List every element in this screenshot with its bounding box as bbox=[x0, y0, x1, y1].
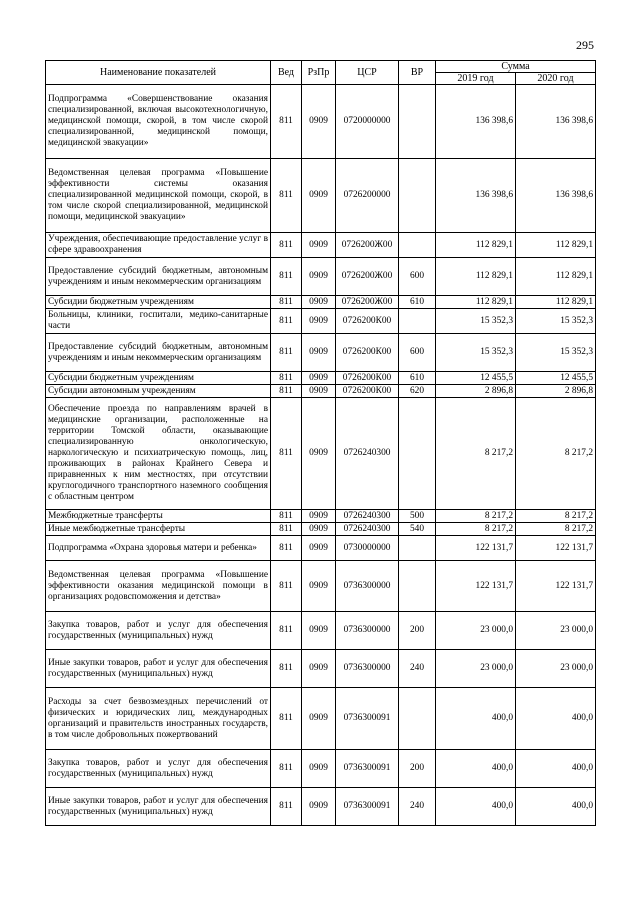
cell-vr: 240 bbox=[399, 650, 436, 688]
cell-csr: 0726200К00 bbox=[336, 309, 399, 334]
cell-vr: 200 bbox=[399, 612, 436, 650]
cell-csr: 0726200Ж00 bbox=[336, 296, 399, 309]
cell-rzpr: 0909 bbox=[302, 788, 336, 826]
cell-vr: 600 bbox=[399, 258, 436, 296]
cell-ved: 811 bbox=[271, 296, 302, 309]
header-2020: 2020 год bbox=[516, 73, 596, 85]
cell-csr: 0736300000 bbox=[336, 650, 399, 688]
cell-rzpr: 0909 bbox=[302, 296, 336, 309]
cell-rzpr: 0909 bbox=[302, 536, 336, 561]
table-row bbox=[46, 258, 596, 296]
cell-2019: 112 829,1 bbox=[436, 296, 516, 309]
cell-2019: 23 000,0 bbox=[436, 650, 516, 688]
budget-table bbox=[45, 60, 596, 826]
cell-name: Субсидии бюджетным учреждениям bbox=[46, 372, 271, 385]
cell-name: Подпрограмма «Охрана здоровья матери и ребенка» bbox=[46, 536, 271, 561]
table-body bbox=[46, 85, 596, 826]
cell-2020: 8 217,2 bbox=[516, 523, 596, 536]
cell-vr: 200 bbox=[399, 750, 436, 788]
cell-2020: 12 455,5 bbox=[516, 372, 596, 385]
table-row bbox=[46, 334, 596, 372]
cell-2019: 23 000,0 bbox=[436, 612, 516, 650]
cell-csr: 0726240300 bbox=[336, 523, 399, 536]
table-row bbox=[46, 372, 596, 385]
cell-ved: 811 bbox=[271, 510, 302, 523]
cell-vr bbox=[399, 159, 436, 233]
cell-rzpr: 0909 bbox=[302, 159, 336, 233]
cell-2020: 23 000,0 bbox=[516, 612, 596, 650]
cell-csr: 0720000000 bbox=[336, 85, 399, 159]
cell-2019: 8 217,2 bbox=[436, 523, 516, 536]
cell-vr: 540 bbox=[399, 523, 436, 536]
cell-vr bbox=[399, 561, 436, 612]
cell-2020: 15 352,3 bbox=[516, 309, 596, 334]
cell-2019: 8 217,2 bbox=[436, 398, 516, 510]
cell-name: Расходы за счет безвозмездных перечислений от физических и юридических лиц, международных организаций и правительств иностранных государств, в том числе добровольных пожертвований bbox=[46, 688, 271, 750]
cell-name: Ведомственная целевая программа «Повышение эффективности оказания медицинской помощи в организациях родовспоможения и детства» bbox=[46, 561, 271, 612]
cell-name: Закупка товаров, работ и услуг для обеспечения государственных (муниципальных) нужд bbox=[46, 750, 271, 788]
cell-ved: 811 bbox=[271, 372, 302, 385]
cell-2019: 15 352,3 bbox=[436, 309, 516, 334]
cell-2019: 12 455,5 bbox=[436, 372, 516, 385]
cell-name: Субсидии бюджетным учреждениям bbox=[46, 296, 271, 309]
cell-csr: 0726200К00 bbox=[336, 334, 399, 372]
header-sum: Сумма bbox=[436, 61, 596, 73]
cell-vr: 600 bbox=[399, 334, 436, 372]
cell-rzpr: 0909 bbox=[302, 309, 336, 334]
cell-2019: 122 131,7 bbox=[436, 536, 516, 561]
cell-ved: 811 bbox=[271, 523, 302, 536]
page-number: 295 bbox=[576, 38, 594, 52]
cell-name: Субсидии автономным учреждениям bbox=[46, 385, 271, 398]
table-row bbox=[46, 309, 596, 334]
cell-name: Учреждения, обеспечивающие предоставление услуг в сфере здравоохранения bbox=[46, 233, 271, 258]
cell-name: Обеспечение проезда по направлениям врачей в медицинские организации, расположенные на территории Томской области, оказывающие специализированную онкологическую, наркологическую и психиатрическую помощь, лиц, проживающих в районах Крайнего Севера и приравненных к ним местностях, при отсутствии круглогодичного транспортного наземного сообщения с областным центром bbox=[46, 398, 271, 510]
header-vr: ВР bbox=[399, 61, 436, 85]
cell-ved: 811 bbox=[271, 85, 302, 159]
cell-vr bbox=[399, 688, 436, 750]
header-rzpr: РзПр bbox=[302, 61, 336, 85]
cell-rzpr: 0909 bbox=[302, 258, 336, 296]
cell-csr: 0736300000 bbox=[336, 612, 399, 650]
cell-rzpr: 0909 bbox=[302, 650, 336, 688]
table-row bbox=[46, 296, 596, 309]
cell-vr: 240 bbox=[399, 788, 436, 826]
cell-csr: 0726200К00 bbox=[336, 372, 399, 385]
cell-csr: 0726240300 bbox=[336, 398, 399, 510]
cell-ved: 811 bbox=[271, 385, 302, 398]
cell-2020: 400,0 bbox=[516, 688, 596, 750]
cell-vr bbox=[399, 309, 436, 334]
cell-2020: 112 829,1 bbox=[516, 258, 596, 296]
cell-csr: 0726200000 bbox=[336, 159, 399, 233]
table-row bbox=[46, 233, 596, 258]
cell-ved: 811 bbox=[271, 159, 302, 233]
cell-csr: 0736300091 bbox=[336, 688, 399, 750]
cell-csr: 0736300000 bbox=[336, 561, 399, 612]
cell-csr: 0726200Ж00 bbox=[336, 258, 399, 296]
cell-2019: 400,0 bbox=[436, 688, 516, 750]
cell-csr: 0726200Ж00 bbox=[336, 233, 399, 258]
table-header bbox=[46, 61, 596, 85]
header-ved: Вед bbox=[271, 61, 302, 85]
cell-2020: 112 829,1 bbox=[516, 233, 596, 258]
cell-vr: 610 bbox=[399, 296, 436, 309]
cell-2020: 112 829,1 bbox=[516, 296, 596, 309]
cell-2020: 8 217,2 bbox=[516, 398, 596, 510]
table-row bbox=[46, 612, 596, 650]
cell-csr: 0726200К00 bbox=[336, 385, 399, 398]
header-csr: ЦСР bbox=[336, 61, 399, 85]
table-row bbox=[46, 85, 596, 159]
cell-ved: 811 bbox=[271, 650, 302, 688]
cell-2020: 8 217,2 bbox=[516, 510, 596, 523]
table-row bbox=[46, 561, 596, 612]
cell-2020: 2 896,8 bbox=[516, 385, 596, 398]
cell-2020: 136 398,6 bbox=[516, 85, 596, 159]
cell-2020: 122 131,7 bbox=[516, 536, 596, 561]
cell-ved: 811 bbox=[271, 561, 302, 612]
cell-rzpr: 0909 bbox=[302, 398, 336, 510]
cell-rzpr: 0909 bbox=[302, 334, 336, 372]
cell-rzpr: 0909 bbox=[302, 523, 336, 536]
cell-name: Подпрограмма «Совершенствование оказания специализированной, включая высокотехнологичную, медицинской помощи, скорой, в том числе скорой специализированной, медицинской помощи, медицинской эвакуации» bbox=[46, 85, 271, 159]
cell-2020: 122 131,7 bbox=[516, 561, 596, 612]
cell-2019: 2 896,8 bbox=[436, 385, 516, 398]
cell-ved: 811 bbox=[271, 334, 302, 372]
cell-2019: 136 398,6 bbox=[436, 159, 516, 233]
cell-2019: 400,0 bbox=[436, 788, 516, 826]
cell-ved: 811 bbox=[271, 309, 302, 334]
cell-name: Иные закупки товаров, работ и услуг для обеспечения государственных (муниципальных) нужд bbox=[46, 650, 271, 688]
cell-vr: 500 bbox=[399, 510, 436, 523]
cell-rzpr: 0909 bbox=[302, 372, 336, 385]
table-row bbox=[46, 398, 596, 510]
cell-rzpr: 0909 bbox=[302, 561, 336, 612]
cell-ved: 811 bbox=[271, 258, 302, 296]
table-row bbox=[46, 750, 596, 788]
cell-ved: 811 bbox=[271, 750, 302, 788]
cell-csr: 0736300091 bbox=[336, 750, 399, 788]
cell-csr: 0730000000 bbox=[336, 536, 399, 561]
cell-vr bbox=[399, 536, 436, 561]
cell-2020: 15 352,3 bbox=[516, 334, 596, 372]
cell-vr: 620 bbox=[399, 385, 436, 398]
cell-rzpr: 0909 bbox=[302, 385, 336, 398]
cell-2020: 400,0 bbox=[516, 750, 596, 788]
header-name: Наименование показателей bbox=[46, 61, 271, 85]
table-row bbox=[46, 523, 596, 536]
cell-2019: 400,0 bbox=[436, 750, 516, 788]
cell-rzpr: 0909 bbox=[302, 750, 336, 788]
cell-ved: 811 bbox=[271, 233, 302, 258]
cell-csr: 0736300091 bbox=[336, 788, 399, 826]
cell-csr: 0726240300 bbox=[336, 510, 399, 523]
table-row bbox=[46, 385, 596, 398]
cell-name: Больницы, клиники, госпитали, медико-санитарные части bbox=[46, 309, 271, 334]
cell-ved: 811 bbox=[271, 788, 302, 826]
cell-ved: 811 bbox=[271, 536, 302, 561]
cell-2020: 23 000,0 bbox=[516, 650, 596, 688]
header-2019: 2019 год bbox=[436, 73, 516, 85]
cell-2019: 136 398,6 bbox=[436, 85, 516, 159]
cell-vr bbox=[399, 398, 436, 510]
cell-rzpr: 0909 bbox=[302, 688, 336, 750]
table-row bbox=[46, 688, 596, 750]
cell-2019: 112 829,1 bbox=[436, 258, 516, 296]
cell-rzpr: 0909 bbox=[302, 85, 336, 159]
cell-name: Иные закупки товаров, работ и услуг для обеспечения государственных (муниципальных) нужд bbox=[46, 788, 271, 826]
cell-name: Иные межбюджетные трансферты bbox=[46, 523, 271, 536]
cell-2020: 136 398,6 bbox=[516, 159, 596, 233]
cell-2019: 15 352,3 bbox=[436, 334, 516, 372]
cell-name: Межбюджетные трансферты bbox=[46, 510, 271, 523]
cell-2019: 8 217,2 bbox=[436, 510, 516, 523]
cell-ved: 811 bbox=[271, 612, 302, 650]
cell-vr bbox=[399, 85, 436, 159]
table-row bbox=[46, 788, 596, 826]
cell-ved: 811 bbox=[271, 398, 302, 510]
cell-ved: 811 bbox=[271, 688, 302, 750]
cell-vr bbox=[399, 233, 436, 258]
cell-rzpr: 0909 bbox=[302, 612, 336, 650]
table-row bbox=[46, 159, 596, 233]
cell-name: Ведомственная целевая программа «Повышение эффективности системы оказания специализированной медицинской помощи, скорой, в том числе скорой специализированной, медицинской помощи, медицинской эвакуации» bbox=[46, 159, 271, 233]
cell-2019: 122 131,7 bbox=[436, 561, 516, 612]
table-row bbox=[46, 536, 596, 561]
cell-2019: 112 829,1 bbox=[436, 233, 516, 258]
cell-name: Предоставление субсидий бюджетным, автономным учреждениям и иным некоммерческим организациям bbox=[46, 334, 271, 372]
cell-name: Закупка товаров, работ и услуг для обеспечения государственных (муниципальных) нужд bbox=[46, 612, 271, 650]
cell-rzpr: 0909 bbox=[302, 510, 336, 523]
cell-name: Предоставление субсидий бюджетным, автономным учреждениям и иным некоммерческим организациям bbox=[46, 258, 271, 296]
cell-vr: 610 bbox=[399, 372, 436, 385]
table-row bbox=[46, 510, 596, 523]
table-row bbox=[46, 650, 596, 688]
cell-rzpr: 0909 bbox=[302, 233, 336, 258]
cell-2020: 400,0 bbox=[516, 788, 596, 826]
